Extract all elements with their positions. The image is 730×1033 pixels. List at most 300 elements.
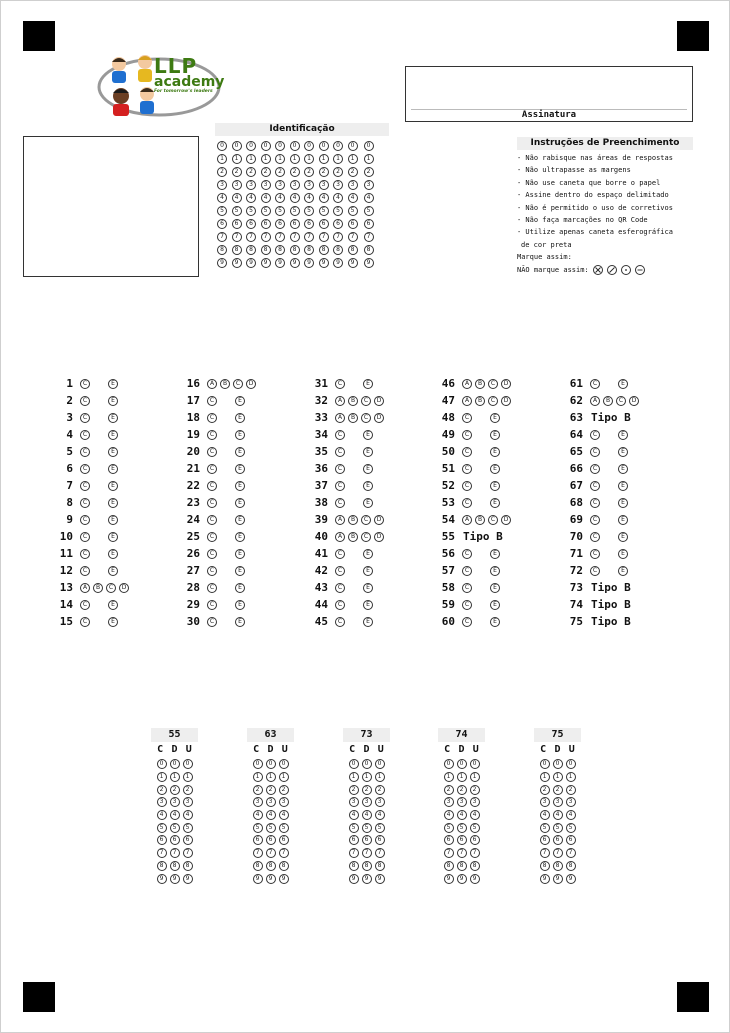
option-a-bubble[interactable]: A [462, 396, 472, 406]
option-c-bubble[interactable]: C [233, 379, 243, 389]
option-c-bubble[interactable]: C [488, 379, 498, 389]
option-c-bubble[interactable]: C [80, 481, 90, 491]
identification-bubble[interactable]: 5 [364, 206, 374, 216]
digit-bubble[interactable]: 7 [457, 848, 467, 858]
digit-bubble[interactable]: 4 [183, 810, 193, 820]
digit-bubble[interactable]: 6 [253, 835, 263, 845]
option-c-bubble[interactable]: C [590, 566, 600, 576]
option-c-bubble[interactable]: C [335, 583, 345, 593]
option-c-bubble[interactable]: C [207, 583, 217, 593]
digit-bubble[interactable]: 5 [362, 823, 372, 833]
identification-bubble[interactable]: 9 [232, 258, 242, 268]
digit-bubble[interactable]: 2 [183, 785, 193, 795]
digit-bubble[interactable]: 7 [253, 848, 263, 858]
identification-bubble[interactable]: 4 [246, 193, 256, 203]
option-c-bubble[interactable]: C [335, 379, 345, 389]
option-c-bubble[interactable]: C [361, 413, 371, 423]
digit-bubble[interactable]: 6 [279, 835, 289, 845]
identification-bubble[interactable]: 6 [246, 219, 256, 229]
digit-bubble[interactable]: 4 [553, 810, 563, 820]
signature-box[interactable] [405, 66, 693, 122]
option-e-bubble[interactable]: E [235, 498, 245, 508]
option-e-bubble[interactable]: E [363, 430, 373, 440]
digit-bubble[interactable]: 9 [540, 874, 550, 884]
option-c-bubble[interactable]: C [361, 515, 371, 525]
digit-bubble[interactable]: 0 [157, 759, 167, 769]
identification-bubble[interactable]: 2 [275, 167, 285, 177]
option-c-bubble[interactable]: C [80, 549, 90, 559]
option-c-bubble[interactable]: C [335, 549, 345, 559]
option-e-bubble[interactable]: E [618, 532, 628, 542]
identification-bubble[interactable]: 7 [246, 232, 256, 242]
option-e-bubble[interactable]: E [235, 617, 245, 627]
digit-bubble[interactable]: 9 [457, 874, 467, 884]
identification-bubble[interactable]: 3 [261, 180, 271, 190]
digit-bubble[interactable]: 5 [170, 823, 180, 833]
digit-bubble[interactable]: 2 [457, 785, 467, 795]
digit-bubble[interactable]: 8 [170, 861, 180, 871]
digit-bubble[interactable]: 4 [362, 810, 372, 820]
identification-bubble[interactable]: 3 [319, 180, 329, 190]
identification-bubble[interactable]: 8 [232, 245, 242, 255]
identification-bubble[interactable]: 4 [319, 193, 329, 203]
digit-bubble[interactable]: 4 [540, 810, 550, 820]
option-e-bubble[interactable]: E [235, 464, 245, 474]
identification-bubble[interactable]: 6 [290, 219, 300, 229]
digit-bubble[interactable]: 6 [540, 835, 550, 845]
digit-bubble[interactable]: 6 [553, 835, 563, 845]
digit-bubble[interactable]: 8 [266, 861, 276, 871]
identification-bubble[interactable]: 2 [261, 167, 271, 177]
identification-bubble[interactable]: 0 [319, 141, 329, 151]
digit-bubble[interactable]: 8 [444, 861, 454, 871]
identification-bubble[interactable]: 4 [217, 193, 227, 203]
identification-bubble[interactable]: 3 [364, 180, 374, 190]
option-e-bubble[interactable]: E [235, 430, 245, 440]
digit-bubble[interactable]: 8 [349, 861, 359, 871]
digit-bubble[interactable]: 8 [157, 861, 167, 871]
identification-bubble[interactable]: 6 [232, 219, 242, 229]
digit-bubble[interactable]: 8 [183, 861, 193, 871]
option-e-bubble[interactable]: E [235, 515, 245, 525]
option-d-bubble[interactable]: D [374, 532, 384, 542]
option-c-bubble[interactable]: C [207, 617, 217, 627]
option-c-bubble[interactable]: C [207, 481, 217, 491]
option-b-bubble[interactable]: B [603, 396, 613, 406]
option-b-bubble[interactable]: B [348, 413, 358, 423]
digit-bubble[interactable]: 6 [362, 835, 372, 845]
option-a-bubble[interactable]: A [207, 379, 217, 389]
identification-bubble[interactable]: 9 [348, 258, 358, 268]
identification-bubble[interactable]: 8 [319, 245, 329, 255]
digit-bubble[interactable]: 1 [375, 772, 385, 782]
option-e-bubble[interactable]: E [490, 481, 500, 491]
option-c-bubble[interactable]: C [616, 396, 626, 406]
digit-bubble[interactable]: 2 [349, 785, 359, 795]
option-b-bubble[interactable]: B [220, 379, 230, 389]
option-c-bubble[interactable]: C [80, 498, 90, 508]
identification-bubble[interactable]: 0 [348, 141, 358, 151]
identification-bubble[interactable]: 8 [275, 245, 285, 255]
digit-bubble[interactable]: 5 [157, 823, 167, 833]
digit-bubble[interactable]: 0 [375, 759, 385, 769]
digit-bubble[interactable]: 5 [349, 823, 359, 833]
digit-bubble[interactable]: 9 [170, 874, 180, 884]
identification-bubble[interactable]: 8 [348, 245, 358, 255]
digit-bubble[interactable]: 4 [157, 810, 167, 820]
digit-bubble[interactable]: 1 [470, 772, 480, 782]
option-c-bubble[interactable]: C [80, 413, 90, 423]
digit-bubble[interactable]: 5 [266, 823, 276, 833]
digit-bubble[interactable]: 3 [457, 797, 467, 807]
option-e-bubble[interactable]: E [490, 583, 500, 593]
digit-bubble[interactable]: 7 [183, 848, 193, 858]
option-e-bubble[interactable]: E [618, 430, 628, 440]
identification-bubble[interactable]: 7 [348, 232, 358, 242]
identification-bubble[interactable]: 0 [290, 141, 300, 151]
option-e-bubble[interactable]: E [618, 481, 628, 491]
digit-bubble[interactable]: 0 [566, 759, 576, 769]
digit-bubble[interactable]: 8 [362, 861, 372, 871]
identification-bubble[interactable]: 3 [217, 180, 227, 190]
digit-bubble[interactable]: 6 [375, 835, 385, 845]
identification-bubble[interactable]: 3 [290, 180, 300, 190]
option-e-bubble[interactable]: E [618, 379, 628, 389]
identification-bubble[interactable]: 7 [333, 232, 343, 242]
option-c-bubble[interactable]: C [335, 600, 345, 610]
identification-bubble[interactable]: 3 [232, 180, 242, 190]
identification-bubble[interactable]: 1 [217, 154, 227, 164]
option-c-bubble[interactable]: C [106, 583, 116, 593]
digit-bubble[interactable]: 8 [457, 861, 467, 871]
digit-bubble[interactable]: 5 [470, 823, 480, 833]
digit-bubble[interactable]: 2 [470, 785, 480, 795]
identification-bubble[interactable]: 0 [217, 141, 227, 151]
option-c-bubble[interactable]: C [590, 447, 600, 457]
option-e-bubble[interactable]: E [490, 464, 500, 474]
digit-bubble[interactable]: 1 [457, 772, 467, 782]
identification-bubble[interactable]: 7 [364, 232, 374, 242]
digit-bubble[interactable]: 2 [362, 785, 372, 795]
identification-bubble[interactable]: 0 [304, 141, 314, 151]
option-c-bubble[interactable]: C [462, 413, 472, 423]
identification-bubble[interactable]: 6 [275, 219, 285, 229]
digit-bubble[interactable]: 0 [444, 759, 454, 769]
identification-bubble[interactable]: 0 [333, 141, 343, 151]
option-c-bubble[interactable]: C [80, 430, 90, 440]
option-c-bubble[interactable]: C [590, 379, 600, 389]
identification-bubble[interactable]: 7 [217, 232, 227, 242]
identification-bubble[interactable]: 1 [246, 154, 256, 164]
identification-bubble[interactable]: 7 [261, 232, 271, 242]
option-c-bubble[interactable]: C [80, 532, 90, 542]
option-e-bubble[interactable]: E [235, 600, 245, 610]
identification-bubble[interactable]: 4 [304, 193, 314, 203]
digit-bubble[interactable]: 0 [540, 759, 550, 769]
option-c-bubble[interactable]: C [207, 464, 217, 474]
digit-bubble[interactable]: 0 [362, 759, 372, 769]
identification-bubble[interactable]: 4 [364, 193, 374, 203]
digit-bubble[interactable]: 8 [540, 861, 550, 871]
identification-bubble[interactable]: 5 [333, 206, 343, 216]
identification-bubble[interactable]: 8 [246, 245, 256, 255]
digit-bubble[interactable]: 3 [553, 797, 563, 807]
option-c-bubble[interactable]: C [207, 549, 217, 559]
digit-bubble[interactable]: 9 [375, 874, 385, 884]
identification-bubble[interactable]: 3 [275, 180, 285, 190]
identification-bubble[interactable]: 8 [261, 245, 271, 255]
digit-bubble[interactable]: 0 [470, 759, 480, 769]
option-e-bubble[interactable]: E [108, 600, 118, 610]
digit-bubble[interactable]: 0 [170, 759, 180, 769]
digit-bubble[interactable]: 3 [349, 797, 359, 807]
option-b-bubble[interactable]: B [475, 396, 485, 406]
identification-bubble[interactable]: 9 [319, 258, 329, 268]
digit-bubble[interactable]: 1 [183, 772, 193, 782]
option-c-bubble[interactable]: C [335, 447, 345, 457]
option-e-bubble[interactable]: E [618, 464, 628, 474]
digit-bubble[interactable]: 9 [183, 874, 193, 884]
option-e-bubble[interactable]: E [490, 447, 500, 457]
digit-bubble[interactable]: 2 [566, 785, 576, 795]
digit-bubble[interactable]: 7 [470, 848, 480, 858]
digit-bubble[interactable]: 8 [253, 861, 263, 871]
option-d-bubble[interactable]: D [501, 396, 511, 406]
digit-bubble[interactable]: 8 [553, 861, 563, 871]
option-a-bubble[interactable]: A [335, 515, 345, 525]
option-e-bubble[interactable]: E [108, 498, 118, 508]
digit-bubble[interactable]: 2 [444, 785, 454, 795]
option-b-bubble[interactable]: B [475, 379, 485, 389]
option-d-bubble[interactable]: D [501, 379, 511, 389]
option-a-bubble[interactable]: A [80, 583, 90, 593]
identification-bubble[interactable]: 8 [333, 245, 343, 255]
digit-bubble[interactable]: 9 [253, 874, 263, 884]
option-e-bubble[interactable]: E [235, 396, 245, 406]
option-e-bubble[interactable]: E [108, 566, 118, 576]
identification-bubble[interactable]: 2 [290, 167, 300, 177]
digit-bubble[interactable]: 8 [566, 861, 576, 871]
digit-bubble[interactable]: 3 [470, 797, 480, 807]
digit-bubble[interactable]: 0 [457, 759, 467, 769]
digit-bubble[interactable]: 5 [566, 823, 576, 833]
digit-bubble[interactable]: 4 [457, 810, 467, 820]
identification-bubble[interactable]: 4 [232, 193, 242, 203]
option-d-bubble[interactable]: D [629, 396, 639, 406]
digit-bubble[interactable]: 1 [266, 772, 276, 782]
digit-bubble[interactable]: 5 [553, 823, 563, 833]
digit-bubble[interactable]: 7 [349, 848, 359, 858]
identification-bubble[interactable]: 6 [261, 219, 271, 229]
option-e-bubble[interactable]: E [108, 379, 118, 389]
option-e-bubble[interactable]: E [490, 617, 500, 627]
option-e-bubble[interactable]: E [363, 447, 373, 457]
option-b-bubble[interactable]: B [348, 532, 358, 542]
option-e-bubble[interactable]: E [363, 498, 373, 508]
identification-bubble[interactable]: 9 [275, 258, 285, 268]
option-e-bubble[interactable]: E [363, 617, 373, 627]
option-c-bubble[interactable]: C [462, 566, 472, 576]
digit-bubble[interactable]: 3 [362, 797, 372, 807]
identification-bubble[interactable]: 9 [333, 258, 343, 268]
digit-bubble[interactable]: 1 [170, 772, 180, 782]
option-e-bubble[interactable]: E [235, 583, 245, 593]
digit-bubble[interactable]: 7 [170, 848, 180, 858]
identification-bubble[interactable]: 4 [290, 193, 300, 203]
digit-bubble[interactable]: 7 [553, 848, 563, 858]
option-c-bubble[interactable]: C [80, 447, 90, 457]
identification-bubble[interactable]: 3 [246, 180, 256, 190]
option-c-bubble[interactable]: C [207, 413, 217, 423]
option-d-bubble[interactable]: D [501, 515, 511, 525]
digit-bubble[interactable]: 2 [266, 785, 276, 795]
digit-bubble[interactable]: 0 [253, 759, 263, 769]
identification-bubble[interactable]: 4 [333, 193, 343, 203]
option-e-bubble[interactable]: E [618, 515, 628, 525]
option-c-bubble[interactable]: C [590, 515, 600, 525]
digit-bubble[interactable]: 3 [279, 797, 289, 807]
digit-bubble[interactable]: 4 [253, 810, 263, 820]
identification-bubble[interactable]: 8 [217, 245, 227, 255]
option-c-bubble[interactable]: C [335, 498, 345, 508]
identification-bubble[interactable]: 5 [275, 206, 285, 216]
option-e-bubble[interactable]: E [235, 413, 245, 423]
identification-bubble[interactable]: 7 [304, 232, 314, 242]
digit-bubble[interactable]: 9 [362, 874, 372, 884]
digit-bubble[interactable]: 4 [375, 810, 385, 820]
digit-bubble[interactable]: 6 [170, 835, 180, 845]
digit-bubble[interactable]: 2 [170, 785, 180, 795]
option-e-bubble[interactable]: E [490, 413, 500, 423]
identification-bubble[interactable]: 7 [232, 232, 242, 242]
identification-bubble[interactable]: 0 [246, 141, 256, 151]
option-e-bubble[interactable]: E [108, 396, 118, 406]
digit-bubble[interactable]: 4 [444, 810, 454, 820]
identification-bubble[interactable]: 6 [319, 219, 329, 229]
identification-bubble[interactable]: 0 [364, 141, 374, 151]
option-c-bubble[interactable]: C [207, 566, 217, 576]
identification-bubble[interactable]: 2 [304, 167, 314, 177]
identification-bubble[interactable]: 2 [246, 167, 256, 177]
digit-bubble[interactable]: 2 [375, 785, 385, 795]
digit-bubble[interactable]: 1 [566, 772, 576, 782]
identification-bubble[interactable]: 4 [348, 193, 358, 203]
option-b-bubble[interactable]: B [348, 396, 358, 406]
option-c-bubble[interactable]: C [335, 430, 345, 440]
option-e-bubble[interactable]: E [618, 447, 628, 457]
option-e-bubble[interactable]: E [108, 447, 118, 457]
option-c-bubble[interactable]: C [80, 617, 90, 627]
identification-bubble[interactable]: 8 [364, 245, 374, 255]
digit-bubble[interactable]: 1 [279, 772, 289, 782]
option-e-bubble[interactable]: E [490, 549, 500, 559]
digit-bubble[interactable]: 2 [279, 785, 289, 795]
identification-bubble[interactable]: 6 [364, 219, 374, 229]
option-c-bubble[interactable]: C [590, 464, 600, 474]
digit-bubble[interactable]: 3 [253, 797, 263, 807]
identification-bubble[interactable]: 3 [333, 180, 343, 190]
option-e-bubble[interactable]: E [235, 549, 245, 559]
digit-bubble[interactable]: 3 [170, 797, 180, 807]
digit-bubble[interactable]: 0 [349, 759, 359, 769]
digit-bubble[interactable]: 5 [457, 823, 467, 833]
option-c-bubble[interactable]: C [462, 549, 472, 559]
option-b-bubble[interactable]: B [475, 515, 485, 525]
option-c-bubble[interactable]: C [335, 464, 345, 474]
digit-bubble[interactable]: 1 [444, 772, 454, 782]
option-c-bubble[interactable]: C [462, 464, 472, 474]
identification-bubble[interactable]: 1 [333, 154, 343, 164]
option-e-bubble[interactable]: E [363, 566, 373, 576]
option-c-bubble[interactable]: C [462, 447, 472, 457]
digit-bubble[interactable]: 6 [457, 835, 467, 845]
identification-bubble[interactable]: 1 [275, 154, 285, 164]
digit-bubble[interactable]: 4 [470, 810, 480, 820]
option-e-bubble[interactable]: E [618, 498, 628, 508]
option-c-bubble[interactable]: C [80, 464, 90, 474]
identification-bubble[interactable]: 9 [261, 258, 271, 268]
digit-bubble[interactable]: 2 [253, 785, 263, 795]
option-e-bubble[interactable]: E [108, 481, 118, 491]
digit-bubble[interactable]: 6 [470, 835, 480, 845]
option-e-bubble[interactable]: E [235, 447, 245, 457]
option-e-bubble[interactable]: E [235, 566, 245, 576]
identification-bubble[interactable]: 2 [333, 167, 343, 177]
digit-bubble[interactable]: 0 [183, 759, 193, 769]
option-a-bubble[interactable]: A [590, 396, 600, 406]
digit-bubble[interactable]: 4 [279, 810, 289, 820]
option-d-bubble[interactable]: D [246, 379, 256, 389]
digit-bubble[interactable]: 6 [183, 835, 193, 845]
identification-bubble[interactable]: 7 [319, 232, 329, 242]
digit-bubble[interactable]: 7 [444, 848, 454, 858]
digit-bubble[interactable]: 3 [375, 797, 385, 807]
option-c-bubble[interactable]: C [80, 515, 90, 525]
identification-bubble[interactable]: 8 [290, 245, 300, 255]
option-e-bubble[interactable]: E [363, 583, 373, 593]
option-c-bubble[interactable]: C [80, 379, 90, 389]
digit-bubble[interactable]: 9 [349, 874, 359, 884]
identification-bubble[interactable]: 4 [275, 193, 285, 203]
option-c-bubble[interactable]: C [207, 396, 217, 406]
digit-bubble[interactable]: 8 [279, 861, 289, 871]
digit-bubble[interactable]: 7 [375, 848, 385, 858]
digit-bubble[interactable]: 3 [566, 797, 576, 807]
option-e-bubble[interactable]: E [363, 481, 373, 491]
option-e-bubble[interactable]: E [618, 566, 628, 576]
identification-bubble[interactable]: 7 [275, 232, 285, 242]
digit-bubble[interactable]: 7 [266, 848, 276, 858]
option-c-bubble[interactable]: C [462, 583, 472, 593]
option-e-bubble[interactable]: E [108, 532, 118, 542]
identification-bubble[interactable]: 1 [261, 154, 271, 164]
option-d-bubble[interactable]: D [374, 413, 384, 423]
identification-bubble[interactable]: 3 [304, 180, 314, 190]
option-b-bubble[interactable]: B [348, 515, 358, 525]
option-e-bubble[interactable]: E [363, 600, 373, 610]
identification-bubble[interactable]: 2 [364, 167, 374, 177]
option-c-bubble[interactable]: C [80, 566, 90, 576]
digit-bubble[interactable]: 8 [375, 861, 385, 871]
identification-bubble[interactable]: 4 [261, 193, 271, 203]
identification-bubble[interactable]: 5 [232, 206, 242, 216]
digit-bubble[interactable]: 1 [553, 772, 563, 782]
digit-bubble[interactable]: 7 [540, 848, 550, 858]
option-e-bubble[interactable]: E [235, 481, 245, 491]
option-c-bubble[interactable]: C [590, 481, 600, 491]
identification-bubble[interactable]: 7 [290, 232, 300, 242]
option-e-bubble[interactable]: E [618, 549, 628, 559]
